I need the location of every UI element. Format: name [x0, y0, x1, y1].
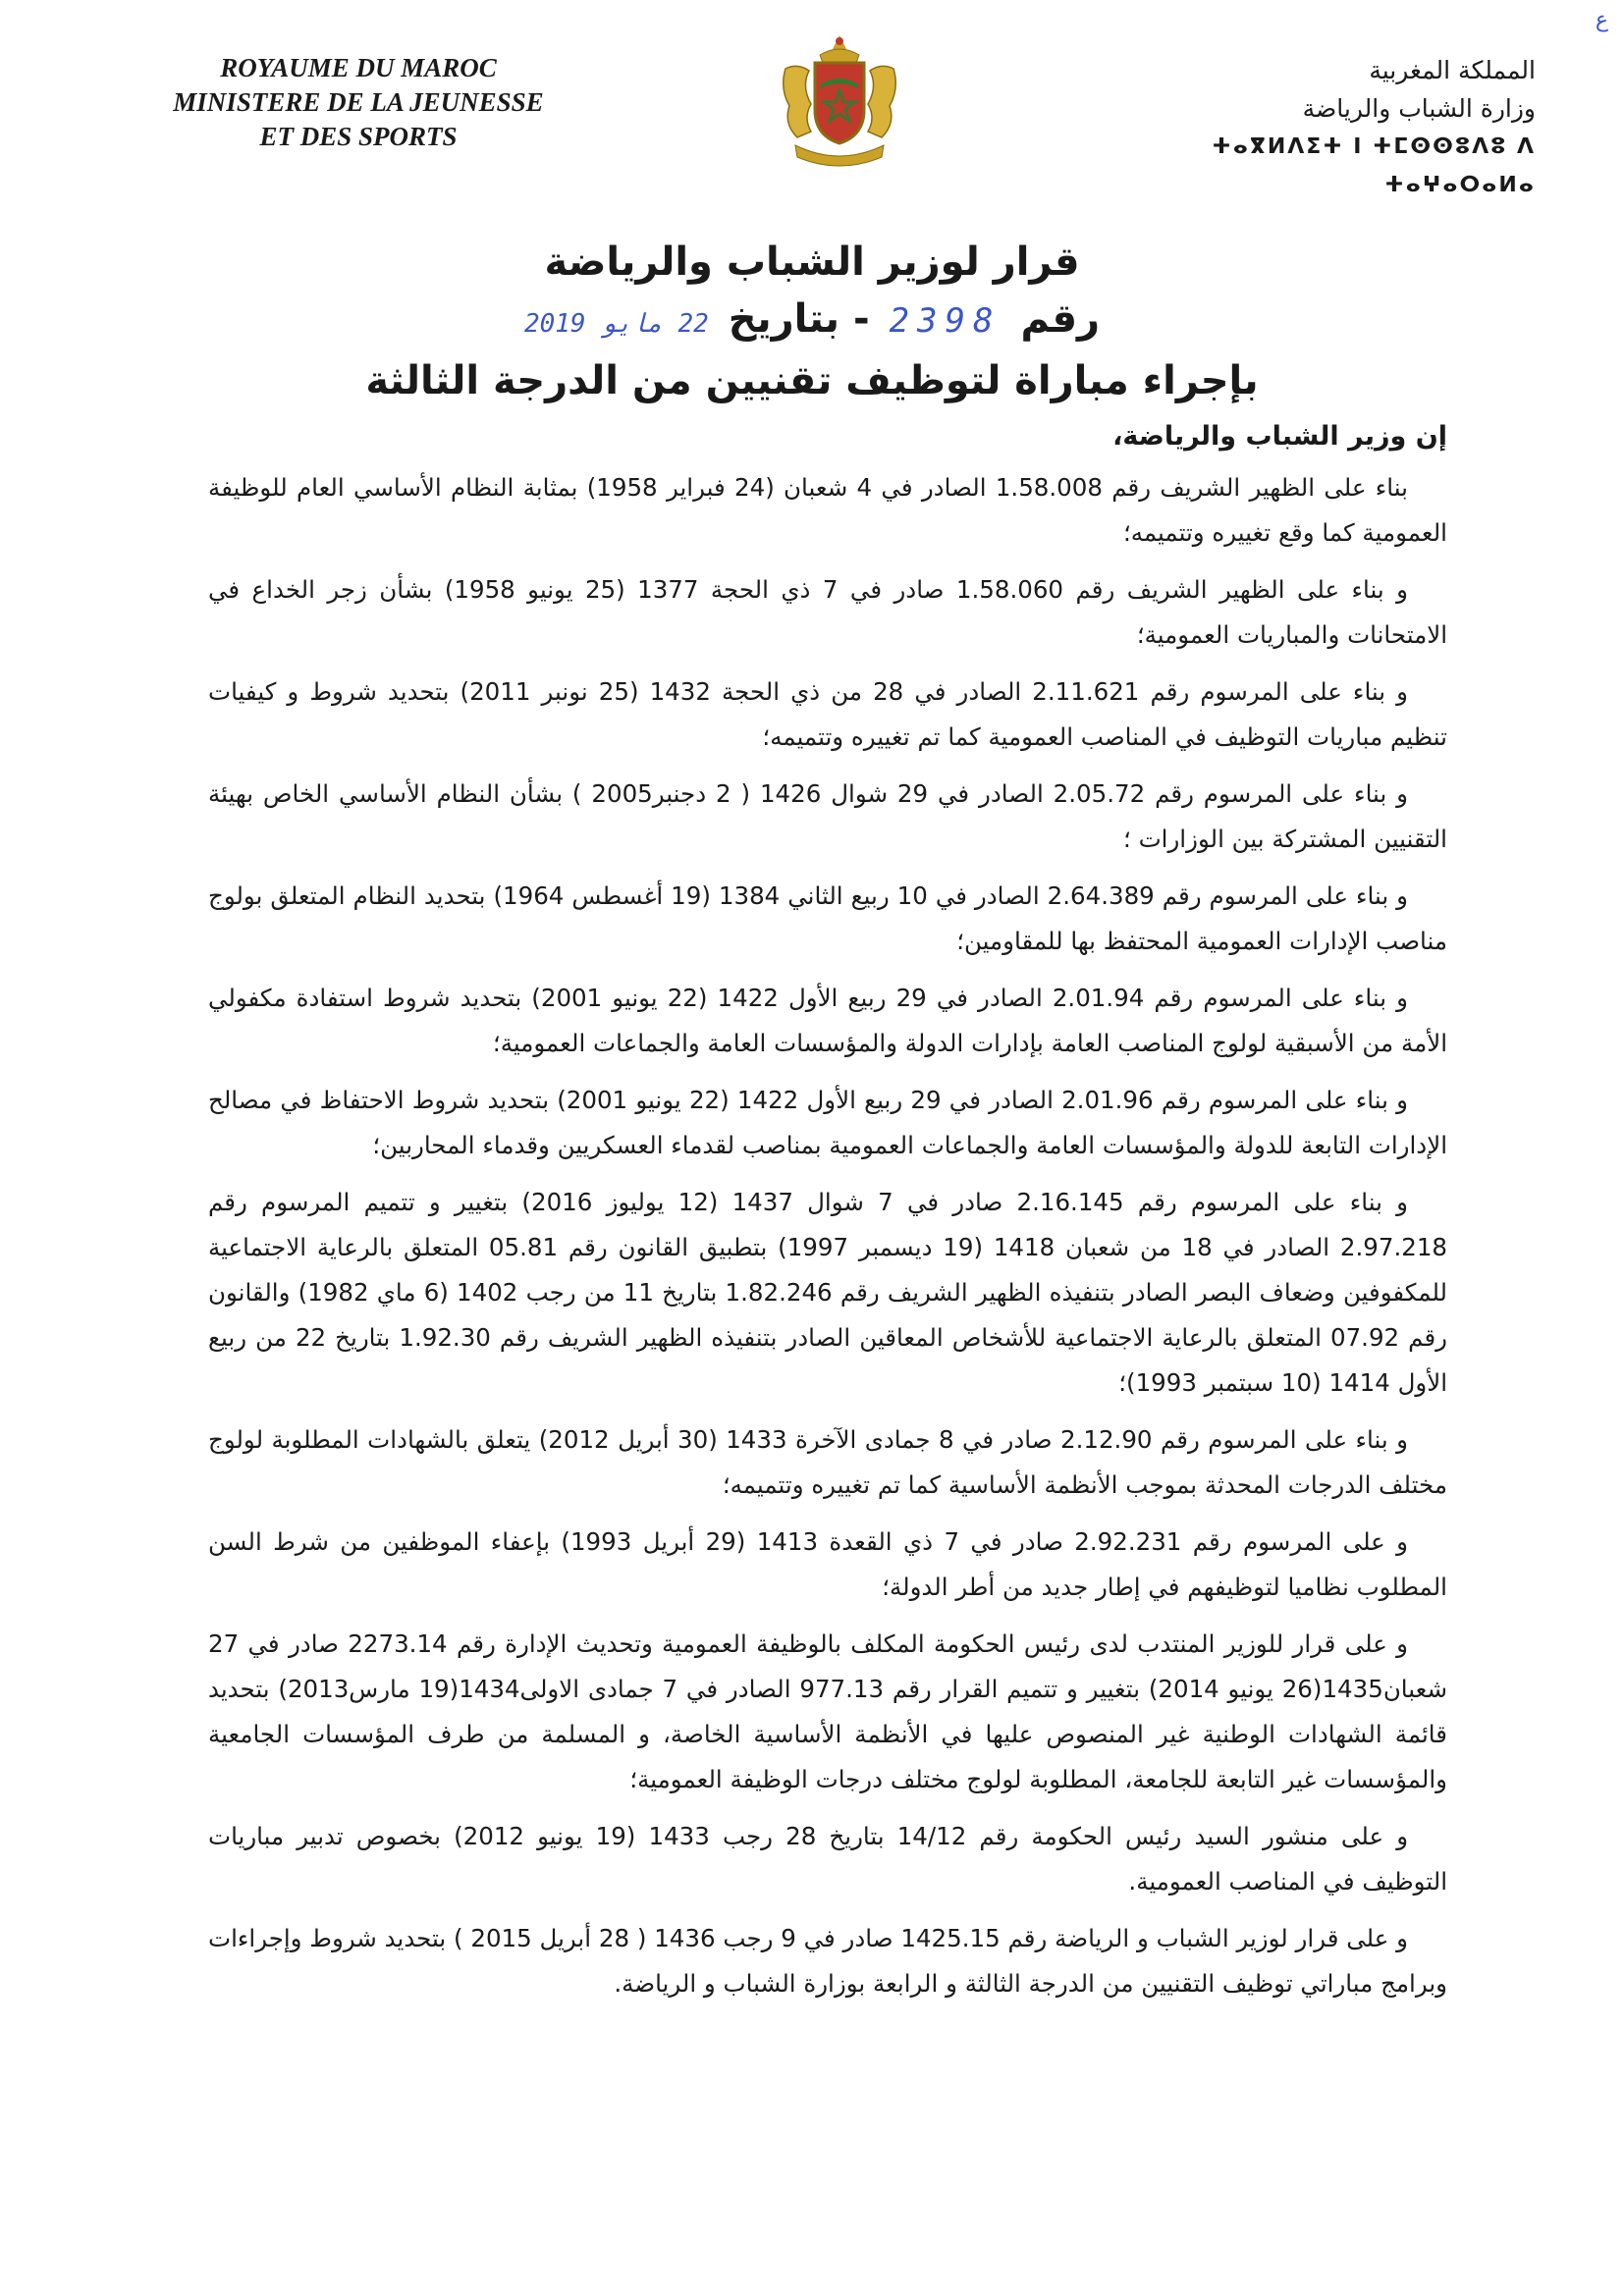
recital-paragraph: و على قرار لوزير الشباب و الرياضة رقم 1425.15 صادر في 9 رجب 1436 ( 28 أبريل 2015 ) بتحديد شروط وإجراءات وبرامج مباراتي توظيف التقنيين من الدرجة الثالثة و الرابعة بوزارة الشباب و الرياضة. — [208, 1924, 1447, 1998]
recital-paragraph: و بناء على المرسوم رقم 2.64.389 الصادر في 10 ربيع الثاني 1384 (19 أغسطس 1964) بتحديد النظام المتعلق بولوج مناصب الإدارات العمومية المحتفظ بها للمقاومين؛ — [208, 881, 1447, 955]
corner-handwritten-mark: ع — [1595, 8, 1608, 32]
arabic-header-ministry: وزارة الشباب والرياضة — [1302, 94, 1536, 123]
french-header-line-3: ET DES SPORTS — [259, 122, 458, 151]
recital-paragraph: و على قرار للوزير المنتدب لدى رئيس الحكومة المكلف بالوظيفة العمومية وتحديث الإدارة رقم 2273.14 صادر في 27 شعبان1435(26 يونيو 2014) بتغيير و تتميم القرار رقم 977.13 الصادر في 7 جمادى الاولى1434(19 مارس2013) بتحديد قائمة الشهادات الوطنية غير المنصوص عليها في الأنظمة الأساسية الخاصة، و المسلمة من طرف المؤسسات الجامعية والمؤسسات غير التابعة للجامعة، المطلوبة لولوج مختلف درجات الوظيفة العمومية؛ — [208, 1629, 1448, 1793]
document-body — [208, 414, 1447, 2018]
tifinagh-header: ⵜⴰⴳⵍⴷⵉⵜ ⵏ ⵜⵎⵙⵙⵓⴷⵓ ⴷ ⵜⴰⵖⴰⵔⴰⵍⴰ — [1212, 134, 1536, 197]
date-label: - بتاريخ — [728, 296, 870, 342]
arabic-header-kingdom: المملكة المغربية — [1369, 56, 1536, 84]
title-line-subject: بإجراء مباراة لتوظيف تقنيين من الدرجة الثالثة — [365, 358, 1259, 403]
handwritten-decision-number: 2398 — [889, 301, 1001, 341]
coat-of-arms-emblem — [766, 29, 913, 177]
recital-paragraph: و بناء على المرسوم رقم 2.16.145 صادر في 7 شوال 1437 (12 يوليوز 2016) بتغيير و تتميم المرسوم رقم 2.97.218 الصادر في 18 من شعبان 1418 (19 ديسمبر 1997) بتطبيق القانون رقم 05.81 المتعلق بالرعاية الاجتماعية للمكفوفين وضعاف البصر الصادر بتنفيذه الظهير الشريف رقم 1.82.246 بتاريخ 11 من رجب 1402 (6 ماي 1982) والقانون رقم 07.92 المتعلق بالرعاية الاجتماعية للأشخاص المعاقين الصادر بتنفيذه الظهير الشريف رقم 1.92.30 بتاريخ 22 من ربيع الأول 1414 (10 سبتمبر 1993)؛ — [208, 1188, 1448, 1397]
recital-paragraph: و بناء على الظهير الشريف رقم 1.58.060 صادر في 7 ذي الحجة 1377 (25 يونيو 1958) بشأن زجر الخداع في الامتحانات والمباريات العمومية؛ — [208, 575, 1447, 649]
recital-paragraph: بناء على الظهير الشريف رقم 1.58.008 الصادر في 4 شعبان (24 فبراير 1958) بمثابة النظام الأساسي العام للوظيفة العمومية كما وقع تغييره وتتميمه؛ — [208, 473, 1447, 547]
arabic-header — [1104, 51, 1536, 204]
recital-paragraph: و على المرسوم رقم 2.92.231 صادر في 7 ذي القعدة 1413 (29 أبريل 1993) بإعفاء الموظفين من شرط السن المطلوب نظاميا لتوظيفهم في إطار جديد من أطر الدولة؛ — [208, 1527, 1447, 1601]
recital-paragraph: و بناء على المرسوم رقم 2.01.96 الصادر في 29 ربيع الأول 1422 (22 يونيو 2001) بتحديد شروط الاحتفاظ في مصالح الإدارات التابعة للدولة والمؤسسات العامة والجماعات العمومية بمناصب لقدماء العسكريين وقدماء المحاربين؛ — [208, 1086, 1447, 1159]
french-header — [147, 51, 569, 154]
recital-paragraph: و بناء على المرسوم رقم 2.05.72 الصادر في 29 شوال 1426 ( 2 دجنبر2005 ) بشأن النظام الأساسي الخاص بهيئة التقنيين المشتركة بين الوزارات ؛ — [208, 779, 1447, 853]
body-intro: إن وزير الشباب والرياضة، — [1112, 421, 1447, 452]
recital-paragraph: و على منشور السيد رئيس الحكومة رقم 14/12 بتاريخ 28 رجب 1433 (19 يونيو 2012) بخصوص تدبير مباريات التوظيف في المناصب العمومية. — [208, 1822, 1447, 1896]
recital-paragraph: و بناء على المرسوم رقم 2.11.621 الصادر في 28 من ذي الحجة 1432 (25 نونبر 2011) بتحديد شروط و كيفيات تنظيم مباريات التوظيف في المناصب العمومية كما تم تغييره وتتميمه؛ — [208, 677, 1447, 751]
recital-paragraph: و بناء على المرسوم رقم 2.01.94 الصادر في 29 ربيع الأول 1422 (22 يونيو 2001) بتحديد شروط استفادة مكفولي الأمة من الأسبقية لولوج المناصب العامة بإدارات الدولة والمؤسسات العامة والجماعات العمومية؛ — [208, 984, 1447, 1057]
handwritten-date: 22 مايو 2019 — [523, 309, 709, 339]
recital-paragraph: و بناء على المرسوم رقم 2.12.90 صادر في 8 جمادى الآخرة 1433 (30 أبريل 2012) يتعلق بالشهادات المطلوبة لولوج مختلف الدرجات المحدثة بموجب الأنظمة الأساسية كما تم تغييره وتتميمه؛ — [208, 1425, 1447, 1499]
french-header-line-1: ROYAUME DU MAROC — [220, 53, 497, 82]
french-header-line-2: MINISTERE DE LA JEUNESSE — [173, 87, 544, 117]
title-line-number-date — [0, 291, 1624, 352]
number-label: رقم — [1020, 296, 1101, 342]
title-line-minister: قرار لوزير الشباب والرياضة — [544, 240, 1080, 285]
decision-title — [0, 234, 1624, 409]
